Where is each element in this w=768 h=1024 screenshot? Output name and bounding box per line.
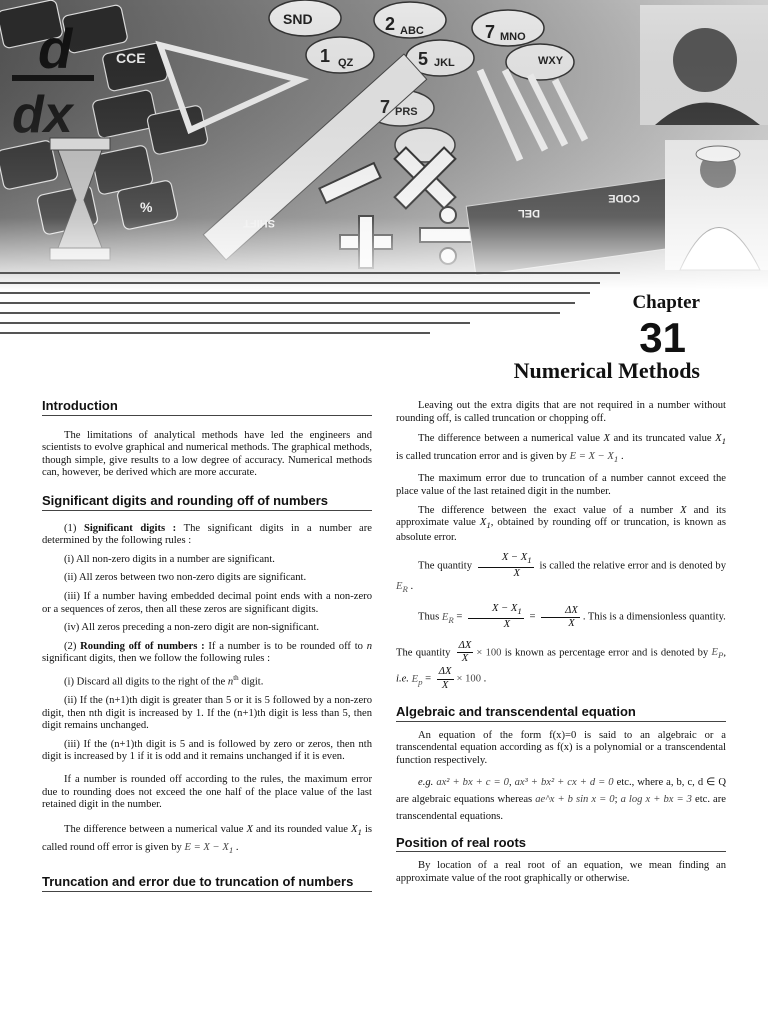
variable-X: X (246, 823, 254, 835)
truncation-error-paragraph: The difference between a numerical value X and its truncated value $X_1$ is called truncation error and is given by $E = X - X_1$ . (396, 433, 726, 465)
paragraph-text: The significant digits in a number are determined by the following rules : (42, 522, 372, 547)
real-roots-paragraph: By location of a real root of an equation, we mean finding an approximate value of the root graphically or otherwise. (396, 860, 726, 884)
algebraic-examples: e.g. ax² + bx + c = 0, ax³ + bx² + cx + d = 0 etc., where a, b, c, d ∈ Q are algebraic equations whereas ae^x + b sin x = 0; a log x + bx = 3 etc. are transcendental equations. (396, 776, 727, 822)
paragraph-text: The difference between the exact value of a number (418, 504, 674, 516)
relative-error-formula: Thus $E_R$ = $\frac{X - X_1}{X}$ = $\frac{\Delta X}{X}$ . This is a dimensionless quantity. (418, 603, 726, 631)
paragraph-text: The quantity (418, 561, 472, 573)
rule-1: (i) All non-zero digits in a number are significant. (64, 553, 275, 565)
section-heading-significant-digits: Significant digits and rounding off of numbers (42, 495, 372, 511)
equation-exponential: ae^x + b sin x = 0 (535, 793, 615, 805)
equation-quadratic: ax² + bx + c = 0 (436, 776, 509, 788)
paragraph-text: is called truncation error and is given by (396, 451, 567, 463)
rule-2: (ii) All zeros between two non-zero digits are significant. (64, 572, 307, 584)
algebraic-definition: An equation of the form f(x)=0 is said to an algebraic or a transcendental equation according as f(x) is a polynomial or a transcendental function respectively. (396, 729, 726, 766)
round-off-error-paragraph: The difference between a numerical value X and its rounded value $X_1$ is called round off error is given by $E = X - X_1$ . (42, 823, 373, 855)
item-number: (1) (64, 522, 77, 534)
paragraph-text: digit. (241, 676, 264, 688)
variable-X: X (680, 504, 687, 516)
rule-4: (iv) All zeros preceding a non-zero digit are non-significant. (64, 622, 320, 634)
section-heading-real-roots: Position of real roots (396, 837, 726, 853)
paragraph-text: is called round off error is given by (42, 823, 373, 853)
fraction-x-minus-x1: $\frac{X - X_1}{X}$ (468, 603, 524, 631)
equation-cubic: ax³ + bx² + cx + d = 0 (514, 776, 614, 788)
paragraph-text: e.g. (418, 776, 434, 788)
chapter-number: 31 (639, 314, 686, 361)
rule-3: (iii) If a number having embedded decimal point ends with a non-zero or a sequences of zeros, then all these zeros are significant digits. (42, 590, 372, 615)
section-heading-introduction: Introduction (42, 400, 372, 416)
paragraph-text: The difference between a numerical value (64, 823, 244, 835)
paragraph-text: significant digits, then we follow the following rules : (42, 653, 271, 665)
variable-n: n (366, 640, 373, 652)
variable-X1: $X_1$ (351, 823, 362, 837)
section-heading-truncation: Truncation and error due to truncation of numbers (42, 876, 372, 892)
paragraph-text: The difference between a numerical value (418, 433, 600, 445)
paragraph-text: and its approximate value (396, 504, 726, 529)
paragraph-text: etc., where a, b, c, d ∈ Q are algebraic equations whereas (396, 776, 727, 805)
rounding-paragraph (42, 641, 372, 666)
chapter-banner-illustration (0, 0, 768, 290)
paragraph-text: etc. are transcendental equations. (396, 793, 726, 822)
right-column (396, 400, 726, 885)
variable-n: n (227, 676, 234, 688)
paragraph-text: . This is a dimensionless quantity. (582, 612, 726, 624)
percentage-error-paragraph: The quantity $\frac{\Delta X}{X}$ × 100 is known as percentage error and is denoted by $E_P$, i.e. $E_p$ = $\frac{\Delta X}{X}$ × 100 . (396, 639, 726, 691)
intro-paragraph: The limitations of analytical methods have led the engineers and scientists to evolve graphical and numerical methods. The graphical methods, though simple, give results to a low degree of accuracy. Numerical methods can, however, be derived which are more accurate. (42, 429, 372, 479)
chapter-title: Numerical Methods (513, 358, 700, 383)
superscript: th (233, 673, 239, 682)
paragraph-text: If a number is to be rounded off to (208, 640, 363, 652)
fraction-percentage-2: $\frac{\Delta X}{X}$ (438, 665, 452, 691)
paragraph-text: The quantity (396, 647, 451, 659)
fraction-relative-error: $\frac{X - X_1}{X}$ (478, 552, 534, 580)
formula-round-off-error: $E = X - X_1$ (184, 841, 234, 855)
paragraph-text: is called the relative error and is denoted by (539, 561, 726, 573)
symbol-ER: $E_R$ (396, 580, 408, 594)
paragraph-text: (i) Discard all digits to the right of the (64, 676, 226, 688)
paragraph-text: Thus (418, 612, 440, 624)
rounding-error-paragraph: If a number is rounded off according to the rules, the maximum error due to rounding does not exceed the one half of the place value of the last retained digit in the number. (42, 774, 372, 811)
round-rule-2: (ii) If the (n+1)th digit is greater than 5 or it is 5 followed by a non-zero digit, then nth digit is increased by 1. If the (n+1)th digit is less than 5, then digit remains unchanged. (42, 695, 372, 732)
variable-X1: $X_1$ (715, 433, 726, 447)
relative-error-paragraph: The quantity $\frac{X - X_1}{X}$ is called the relative error and is denoted by $E_R$ . (396, 552, 726, 594)
item-number: (2) (64, 640, 77, 652)
left-column (42, 400, 372, 892)
max-truncation-error: The maximum error due to truncation of a number cannot exceed the place value of the last retained digit in the number. (396, 473, 726, 497)
round-rule-1 (42, 672, 372, 689)
formula-truncation-error: $E = X - X_1$ (569, 451, 619, 465)
variable-X: X (603, 433, 610, 445)
fraction-delta-x: $\frac{\Delta X}{X}$ (541, 605, 580, 631)
section-heading-algebraic: Algebraic and transcendental equation (396, 706, 726, 722)
chapter-label: Chapter (632, 292, 700, 313)
paragraph-text: is known as percentage error and is denoted by (504, 647, 709, 659)
term-significant-digits: Significant digits : (83, 522, 177, 534)
paragraph-text: , obtained by rounding off or truncation, is known as absolute error. (396, 517, 726, 543)
fraction-percentage: $\frac{\Delta X}{X}$ (458, 639, 472, 665)
term-rounding-off: Rounding off of numbers : (80, 640, 205, 652)
paragraph-text: , i.e. (396, 647, 726, 685)
significant-digits-paragraph (42, 523, 372, 548)
absolute-error-paragraph (396, 505, 726, 545)
banner-svg (0, 0, 768, 290)
truncation-definition: Leaving out the extra digits that are not required in a number without rounding off, is called truncation or chopping off. (396, 400, 726, 424)
round-rule-3: (iii) If the (n+1)th digit is 5 and is followed by zero or zeros, then nth digit is increased by 1 if it is odd and it remains unchanged if it is even. (42, 738, 372, 763)
equation-logarithmic: a log x + bx = 3 (620, 793, 692, 805)
paragraph-text: and its rounded value (256, 823, 348, 835)
paragraph-text: and its truncated value (613, 433, 712, 445)
variable-X1: $X_1$ (479, 517, 491, 531)
